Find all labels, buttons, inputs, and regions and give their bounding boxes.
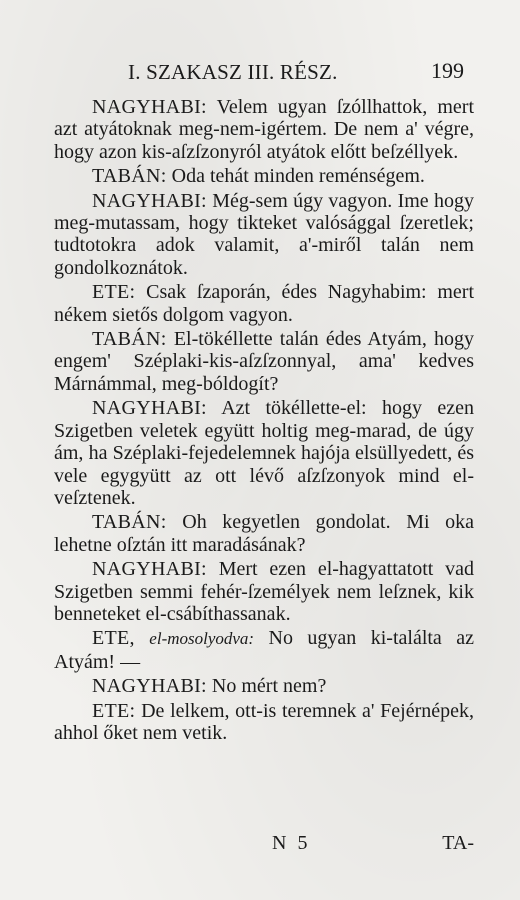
speech-paragraph [54, 281, 474, 326]
speech-text: Azt tökéllette-el: hogy ezen Szigetben veletek együtt holtig meg-marad, de úgy ám, ha Széplaki-fejedelemnek hajója elsüllyedett, és vele egygyütt az ott lévő aſzſzonyok mind el-veſztenek. [54, 397, 474, 509]
speech-text: Csak ſzaporán, édes Nagyhabim: mert nékem sietős dolgom vagyon. [54, 281, 474, 326]
speaker-name: ETE: [92, 281, 136, 304]
page-header [112, 58, 472, 90]
speaker-name: TABÁN: [92, 511, 167, 534]
signature-mark: N 5 [272, 832, 311, 854]
speech-text: Oda tehát minden reménségem. [171, 165, 425, 188]
speech-text: Mert ezen el-hagyattatott vad Szigetben semmi fehér-ſzemélyek nem leſznek, kik benneteket el-csábíthassanak. [54, 558, 474, 625]
speech-text: Velem ugyan ſzóllhattok, mert azt atyátoknak meg-nem-igértem. De nem a' végre, hogy azon kis-aſzſzonyról atyátok előtt beſzéllyek. [54, 96, 474, 163]
speaker-name: TABÁN: [92, 165, 167, 188]
speech-text: No ugyan ki-találta az Atyám! — [54, 627, 474, 673]
stage-direction: el-mosolyodva: [149, 629, 255, 649]
catchword: TA- [442, 832, 474, 854]
speaker-name: NAGYHABI: [92, 558, 207, 581]
speech-paragraph [54, 675, 474, 697]
speaker-name: NAGYHABI: [92, 96, 207, 118]
speech-paragraph [54, 627, 474, 673]
speech-paragraph [54, 700, 474, 745]
page-number: 199 [431, 58, 464, 83]
speech-paragraph [54, 96, 474, 163]
speech-paragraph [54, 190, 474, 280]
speech-text: El-tökéllette talán édes Atyám, hogy engem' Széplaki-kis-aſzſzonnyal, ama' kedves Márnámmal, meg-bóldogít? [54, 328, 474, 395]
speaker-name: ETE, [92, 627, 135, 650]
speaker-name: TABÁN: [92, 328, 167, 351]
dialogue-text [54, 96, 474, 744]
speech-paragraph [54, 165, 474, 187]
speech-text: De lelkem, ott-is teremnek a' Fejérnépek, ahhol őket nem vetik. [54, 699, 475, 744]
speaker-name: NAGYHABI: [92, 675, 207, 698]
running-title: I. SZAKASZ III. RÉSZ. [128, 60, 338, 84]
speech-paragraph [54, 328, 474, 395]
speech-text: Még-sem úgy vagyon. Ime hogy meg-mutassam, hogy tikteket valósággal ſzeretlek; tudtotokra adok valamit, a'-miről talán nem gondolkoznátok. [54, 189, 474, 279]
speaker-name: ETE: [92, 699, 136, 722]
speech-paragraph [54, 558, 474, 625]
speech-paragraph [54, 511, 474, 556]
page-footer [54, 832, 474, 862]
speech-text: No mért nem? [211, 675, 327, 698]
speech-paragraph [54, 397, 474, 509]
speaker-name: NAGYHABI: [92, 397, 207, 420]
speaker-name: NAGYHABI: [92, 189, 207, 212]
speech-text: Oh kegyetlen gondolat. Mi oka lehetne oſztán itt maradásának? [54, 511, 474, 556]
